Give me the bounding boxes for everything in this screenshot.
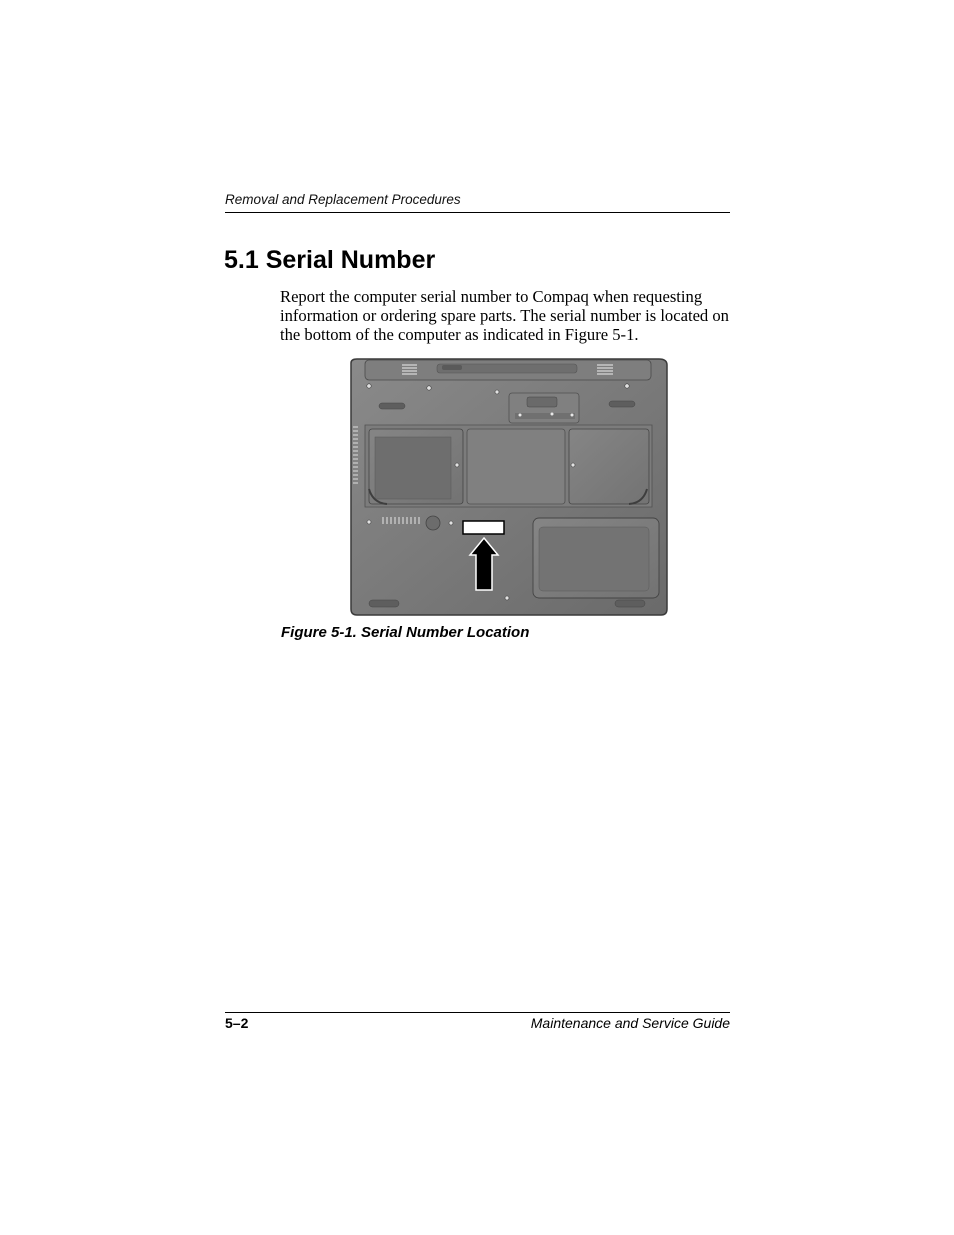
footer-rule (225, 1012, 730, 1013)
footer-guide-title: Maintenance and Service Guide (530, 1015, 730, 1031)
serial-number-label (463, 521, 504, 534)
laptop-bottom-illustration (347, 357, 669, 617)
figure-caption: Figure 5-1. Serial Number Location (281, 624, 530, 641)
page-number: 5–2 (225, 1015, 249, 1031)
section-title: 5.1 Serial Number (224, 246, 436, 274)
header-rule (225, 212, 730, 213)
running-header: Removal and Replacement Procedures (225, 192, 461, 207)
figure-laptop-bottom (347, 357, 669, 617)
section-body-text: Report the computer serial number to Compaq when requesting information or ordering spare parts. The serial number is located on the bottom of the computer as indicated in Figure 5-1. (280, 287, 729, 344)
